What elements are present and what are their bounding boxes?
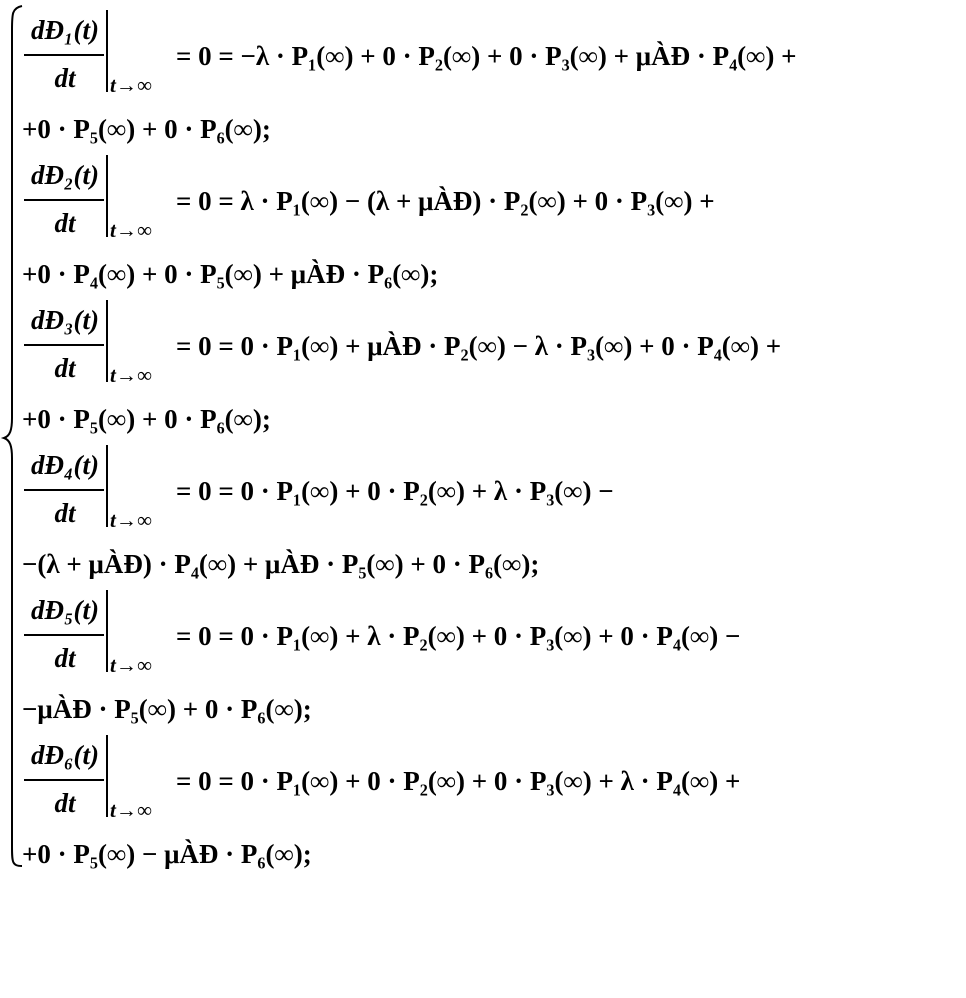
evaluation-bar (106, 590, 108, 672)
equation-rhs-line-1: = 0 = 0 · P₁(∞) + μÀÐ · P₂(∞) − λ · P₃(∞) + 0 · P₄(∞) + (176, 331, 782, 361)
equation-rhs-line-1: = 0 = 0 · P₁(∞) + λ · P₂(∞) + 0 · P₃(∞) + 0 · P₄(∞) − (176, 621, 741, 651)
derivative-fraction (22, 8, 108, 113)
equation-rhs-line-1: = 0 = −λ · P₁(∞) + 0 · P₂(∞) + 0 · P₃(∞) + μÀÐ · P₄(∞) + (176, 41, 797, 71)
evaluation-bar (106, 155, 108, 237)
evaluation-bar (106, 10, 108, 92)
limit-subscript: t→∞ (110, 508, 152, 532)
equation-5 (0, 588, 966, 733)
equation-rhs-line-2: −μÀÐ · P₅(∞) + 0 · P₆(∞); (22, 694, 312, 724)
equation-rhs-line-1: = 0 = 0 · P₁(∞) + 0 · P₂(∞) + λ · P₃(∞) − (176, 476, 614, 506)
limit-subscript: t→∞ (110, 798, 152, 822)
fraction-numerator: dÐ₃(t) (31, 305, 99, 335)
equation-4 (0, 443, 966, 588)
fraction-denominator: dt (54, 208, 76, 238)
fraction-denominator: dt (54, 353, 76, 383)
equation-rhs-line-2: +0 · P₄(∞) + 0 · P₅(∞) + μÀÐ · P₆(∞); (22, 259, 439, 289)
limit-subscript: t→∞ (110, 363, 152, 387)
equation-rhs-line-2: +0 · P₅(∞) − μÀÐ · P₆(∞); (22, 839, 312, 869)
equation-rhs-line-2: +0 · P₅(∞) + 0 · P₆(∞); (22, 114, 271, 144)
fraction-numerator: dÐ₆(t) (31, 740, 99, 770)
evaluation-bar (106, 445, 108, 527)
fraction-denominator: dt (54, 63, 76, 93)
fraction-denominator: dt (54, 788, 76, 818)
equation-1 (0, 8, 966, 153)
equation-rhs-line-1: = 0 = 0 · P₁(∞) + 0 · P₂(∞) + 0 · P₃(∞) + λ · P₄(∞) + (176, 766, 741, 796)
fraction-denominator: dt (54, 498, 76, 528)
equation-rhs-line-2: +0 · P₅(∞) + 0 · P₆(∞); (22, 404, 271, 434)
derivative-fraction (22, 298, 108, 403)
equation-3 (0, 298, 966, 443)
limit-subscript: t→∞ (110, 218, 152, 242)
fraction-numerator: dÐ₁(t) (31, 15, 99, 45)
fraction-numerator: dÐ₅(t) (31, 595, 99, 625)
evaluation-bar (106, 735, 108, 817)
derivative-fraction (22, 733, 108, 838)
equation-2 (0, 153, 966, 298)
fraction-numerator: dÐ₂(t) (31, 160, 99, 190)
derivative-fraction (22, 153, 108, 258)
evaluation-bar (106, 300, 108, 382)
derivative-fraction (22, 443, 108, 548)
limit-subscript: t→∞ (110, 73, 152, 97)
fraction-numerator: dÐ₄(t) (31, 450, 99, 480)
equation-6 (0, 733, 966, 878)
limit-subscript: t→∞ (110, 653, 152, 677)
derivative-fraction (22, 588, 108, 693)
fraction-denominator: dt (54, 643, 76, 673)
equation-rhs-line-1: = 0 = λ · P₁(∞) − (λ + μÀÐ) · P₂(∞) + 0 · P₃(∞) + (176, 186, 715, 216)
equation-rhs-line-2: −(λ + μÀÐ) · P₄(∞) + μÀÐ · P₅(∞) + 0 · P₆(∞); (22, 549, 540, 579)
